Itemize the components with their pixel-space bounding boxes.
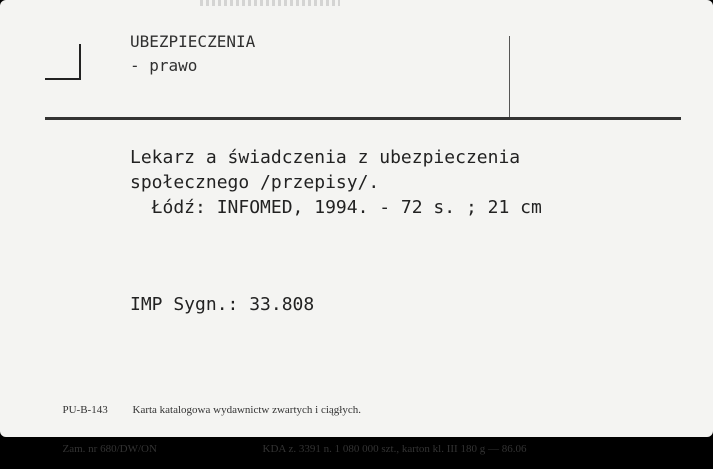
subject-heading	[130, 30, 255, 78]
order-number: Zam. nr 680/DW/ON	[62, 443, 157, 455]
footer-row-1	[46, 391, 526, 430]
corner-bracket-mark	[45, 44, 81, 80]
ink-smudge	[200, 0, 340, 6]
call-number: IMP Sygn.: 33.808	[130, 294, 315, 315]
title-line-2: społecznego /przepisy/.	[130, 172, 380, 193]
bibliographic-entry	[130, 145, 542, 220]
form-code: PU-B-143	[62, 404, 108, 416]
subject-term: UBEZPIECZENIA	[130, 32, 256, 51]
title-line-1: Lekarz a świadczenia z ubezpieczenia	[130, 147, 521, 168]
subject-subdivision: - prawo	[130, 56, 198, 75]
horizontal-rule	[45, 117, 681, 120]
form-title: Karta katalogowa wydawnictw zwartych i ciągłych.	[132, 404, 361, 416]
print-info: KDA z. 3391 n. 1 080 000 szt., karton kl. III 180 g — 86.06	[262, 443, 527, 455]
vertical-rule	[509, 36, 510, 118]
imprint-line: Łódź: INFOMED, 1994. - 72 s. ; 21 cm	[130, 197, 542, 218]
card-footer	[46, 391, 526, 469]
footer-row-2	[46, 430, 526, 469]
